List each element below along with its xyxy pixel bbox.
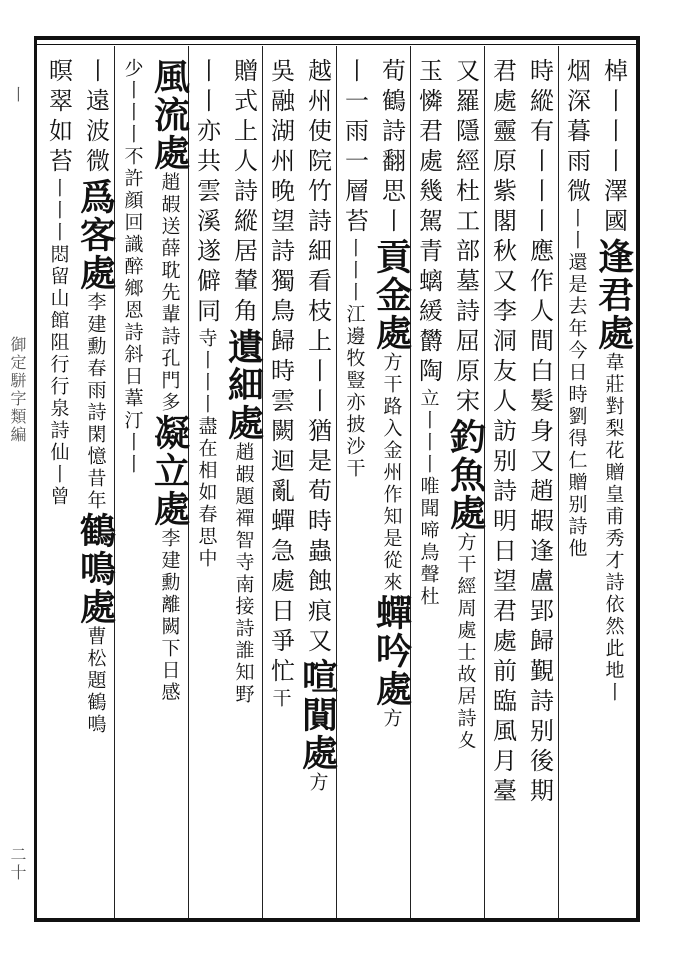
headword: 風流處 [148,58,191,172]
text-column [37,58,81,908]
headword: 釣魚處 [444,418,487,532]
text-segment: 丨丨還是去年今日時劉得仁贈别詩他 [565,208,588,560]
text-segment: 干 [269,688,292,710]
text-segment: 方 [306,772,329,794]
headword: 凝立處 [148,414,191,528]
margin-page-number: 二十 [8,846,27,882]
text-segment: 恩詩斜日葦汀丨丨 [121,300,144,476]
text-segment: 泉詩仙丨曾 [47,398,70,508]
text-segment: 丨一雨一層苔 [340,58,369,238]
text-segment: 吳融湖州晚望詩獨鳥歸時雲闕迴亂蟬急處日爭忙 [266,58,295,688]
text-segment: 立丨丨丨唯聞啼鳥聲杜 [417,388,440,608]
text-segment: 荀鶴詩翻思丨 [377,58,406,238]
text-segment: 又羅隱經杜工部墓詩屈原宋 [451,58,480,418]
text-segment: 棹丨丨丨澤國 [599,58,628,238]
margin-title: 御定駢字類編 [8,336,27,444]
text-segment: 烟深暮雨微 [562,58,591,208]
text-segment: 寺丨丨丨盡在相如春思中 [195,328,218,570]
headword: 貢金處 [370,238,413,352]
text-segment: 方干路入金州作知是從來 [380,352,403,594]
headword: 喧閴處 [296,658,339,772]
text-segment: 韋莊對梨花贈皇甫秀才詩依然此地丨 [602,352,625,704]
text-segment: 趙嘏送薛耽先輩詩孔門多 [158,172,181,414]
bottom-border [34,918,640,922]
text-segment: 趙嘏題禪智寺南接詩誰知野 [232,442,255,706]
text-segment: 越州使院竹詩細看枝上丨丨猶是荀時蟲蝕痕又 [303,58,332,658]
headword: 逢君處 [592,238,635,352]
text-segment: 贈式上人詩縱居輦角 [229,58,258,328]
text-segment: 方 [380,708,403,730]
headword: 爲客處 [74,178,117,292]
text-segment: 時縱有丨丨丨應作人間白髮身又趙嘏逢盧郢歸覲詩别後期 [525,58,554,808]
headword: 蟬吟處 [370,594,413,708]
page-margin [4,46,30,918]
text-segment: 君處靈原紫閣秋又李洞友人訪别詩明日望君處前臨風月臺 [488,58,517,808]
margin-top-text: 丨 [8,86,27,104]
text-segment: 玉憐君處幾駕青螭緩欝陶 [414,58,443,388]
top-border [34,36,640,40]
text-segment: 李建勳春雨詩閑憶昔年 [84,292,107,512]
text-segment: 少丨丨丨不許顔回識醉鄉 [121,58,144,300]
top-inner-border [34,44,640,45]
right-border [636,36,640,922]
text-segment: 丨丨丨悶留山館阻行行 [47,178,70,398]
text-segment: 丨遠波微 [81,58,110,178]
headword: 鶴鳴處 [74,512,117,626]
text-segment: 暝翠如苔 [44,58,73,178]
text-segment: 方干經周處士故居詩夊 [454,532,477,752]
text-segment: 干 [343,458,366,480]
text-segment: 丨丨丨江邊牧豎亦披沙 [343,238,366,458]
headword: 遺細處 [222,328,265,442]
text-segment: 丨丨亦共雲溪遂僻同 [192,58,221,328]
text-segment: 李建勳離闕下日感 [158,528,181,704]
text-segment: 曹松題鶴鳴 [84,626,107,736]
